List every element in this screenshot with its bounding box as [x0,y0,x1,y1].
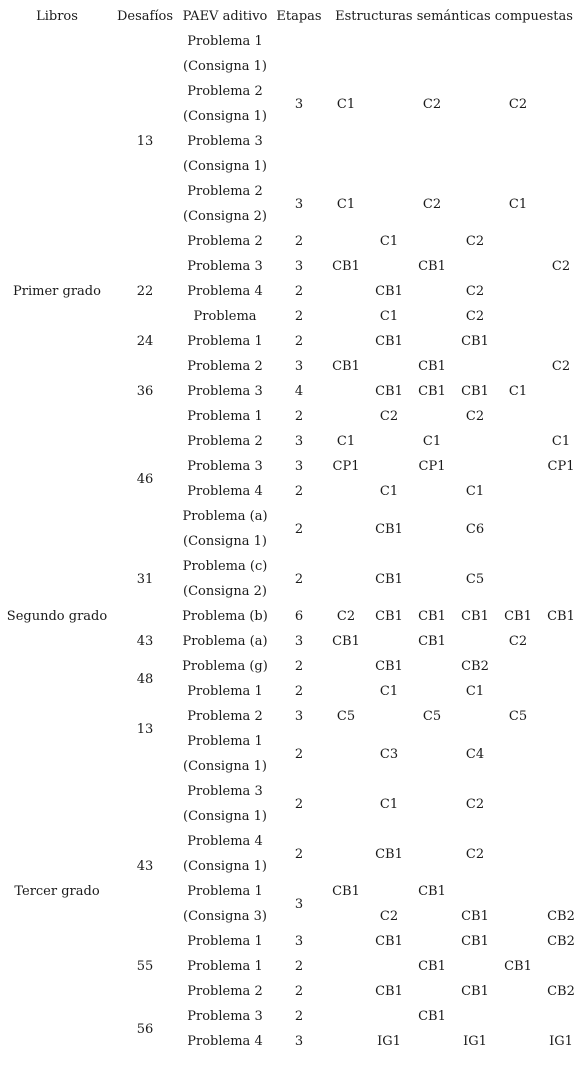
desafio-number: 43 [136,634,154,649]
paev-cell: Problema 1 [187,734,263,749]
etapas-value: 2 [294,334,304,349]
paev-cell: Problema 2 [187,359,263,374]
desafio-number: 13 [136,134,154,149]
etapas-value: 2 [294,234,304,249]
structure-code: C5 [508,709,528,724]
paev-cell: Problema 1 [187,334,263,349]
structure-code: CB1 [375,334,403,349]
paev-cell: Problema (b) [182,609,268,624]
structure-code: C1 [508,384,528,399]
structure-code: C1 [508,196,528,212]
paev-cell: Problema (a) [182,509,268,524]
paev-cell: Problema 3 [187,784,263,799]
structure-code: C2 [379,909,399,924]
paev-cell: (Consigna 1) [183,159,267,174]
etapas-value: 2 [294,309,304,324]
structure-code: C1 [379,484,399,499]
structure-code: C2 [422,96,442,112]
structure-code: C2 [465,284,485,299]
paev-cell: Problema 2 [187,184,263,199]
paev-cell: Problema 2 [187,984,263,999]
etapas-value: 4 [294,384,304,399]
desafio-number: 31 [136,571,154,587]
structure-code: CB1 [418,1009,446,1024]
structure-code: C1 [465,684,485,699]
structure-code: CP1 [418,459,446,474]
grade-label: Segundo grado [6,609,108,624]
header-etapas: Etapas [276,9,322,24]
paev-cell: Problema 2 [187,84,263,99]
grade-label: Primer grado [13,284,101,299]
etapas-value: 2 [294,409,304,424]
paev-cell: (Consigna 2) [183,209,267,224]
structure-code: C1 [336,434,356,449]
structure-code: CB2 [547,984,575,999]
etapas-value: 3 [294,634,304,649]
etapas-value: 2 [294,1009,304,1024]
paev-cell: Problema 4 [187,834,263,849]
paev-cell: (Consigna 1) [183,109,267,124]
structure-code: CB1 [461,384,489,399]
paev-cell: (Consigna 1) [183,809,267,824]
etapas-value: 3 [294,259,304,274]
etapas-value: 3 [294,459,304,474]
structure-code: CB1 [375,384,403,399]
structure-code: C1 [379,234,399,249]
paev-cell: Problema 3 [187,259,263,274]
structure-code: C2 [465,409,485,424]
paev-cell: Problema 1 [187,409,263,424]
structure-code: CB1 [461,334,489,349]
etapas-value: 2 [294,796,304,812]
structure-code: C1 [379,796,399,812]
structure-code: CB1 [461,909,489,924]
etapas-value: 3 [294,896,304,912]
structure-code: C2 [508,96,528,112]
structure-code: CB1 [461,984,489,999]
structure-code: CB1 [461,609,489,624]
paev-cell: Problema 3 [187,384,263,399]
paev-cell: (Consigna 2) [183,584,267,599]
structure-code: CB1 [332,259,360,274]
paev-cell: Problema 2 [187,709,263,724]
structure-code: C5 [422,709,442,724]
structure-code: CB1 [504,959,532,974]
structure-code: C2 [465,796,485,812]
etapas-value: 2 [294,984,304,999]
structure-code: CB1 [375,846,403,862]
etapas-value: 6 [294,609,304,624]
structure-code: CB2 [461,659,489,674]
desafio-number: 43 [136,859,154,874]
paev-cell: Problema 1 [187,959,263,974]
structure-code: C1 [336,196,356,212]
structure-code: CB1 [332,634,360,649]
desafio-number: 56 [136,1021,154,1037]
paev-cell: Problema 4 [187,484,263,499]
structure-code: C3 [379,746,399,762]
header-libros: Libros [36,9,78,24]
structure-code: CB1 [547,609,575,624]
structure-code: CB1 [418,359,446,374]
structure-code: C1 [379,684,399,699]
etapas-value: 2 [294,521,304,537]
structure-code: CP1 [332,459,360,474]
structure-code: C2 [465,846,485,862]
etapas-value: 2 [294,746,304,762]
desafio-number: 46 [136,471,154,487]
structure-code: C2 [508,634,528,649]
desafio-number: 48 [136,671,154,687]
etapas-value: 2 [294,571,304,587]
structure-code: C1 [336,96,356,112]
desafio-number: 36 [136,384,154,399]
desafio-number: 24 [136,334,154,349]
paev-cell: Problema 1 [187,34,263,49]
structure-code: CB1 [375,571,403,587]
structure-code: CB1 [375,609,403,624]
structure-code: CB1 [375,284,403,299]
paev-cell: Problema 2 [187,234,263,249]
structure-code: CB2 [547,909,575,924]
structure-code: CB1 [418,384,446,399]
structure-code: C1 [551,434,571,449]
structure-code: C6 [465,521,485,537]
structure-code: CB1 [418,959,446,974]
paev-cell: (Consigna 1) [183,859,267,874]
paev-cell: Problema 2 [187,434,263,449]
structure-code: CB1 [504,609,532,624]
etapas-value: 2 [294,846,304,862]
structure-code: C4 [465,746,485,762]
etapas-value: 3 [294,934,304,949]
paev-cell: Problema 3 [187,459,263,474]
paev-cell: Problema 1 [187,934,263,949]
paev-cell: Problema 4 [187,1034,263,1049]
desafio-number: 22 [136,284,154,299]
paev-cell: Problema 1 [187,684,263,699]
paev-cell: Problema 1 [187,884,263,899]
grade-label: Tercer grado [14,884,100,899]
structure-code: C2 [336,609,356,624]
structure-code: CB1 [418,609,446,624]
structure-code: IG1 [377,1034,401,1049]
paev-cell: Problema 4 [187,284,263,299]
etapas-value: 2 [294,659,304,674]
desafio-number: 13 [136,721,154,737]
paev-cell: (Consigna 1) [183,59,267,74]
structure-code: IG1 [549,1034,573,1049]
structure-code: C2 [465,309,485,324]
paev-cell: Problema 3 [187,1009,263,1024]
etapas-value: 3 [294,359,304,374]
structure-code: CB1 [375,984,403,999]
etapas-value: 2 [294,284,304,299]
structure-code: CB1 [461,934,489,949]
structure-code: CB1 [418,884,446,899]
structure-code: IG1 [463,1034,487,1049]
etapas-value: 2 [294,684,304,699]
structure-code: CB1 [375,521,403,537]
paev-cell: (Consigna 1) [183,759,267,774]
etapas-value: 3 [294,1034,304,1049]
structure-code: CB1 [418,259,446,274]
structure-code: C5 [465,571,485,587]
structure-code: CB1 [418,634,446,649]
structure-code: CB1 [332,884,360,899]
paev-cell: (Consigna 1) [183,534,267,549]
header-paev: PAEV aditivo [182,9,268,24]
paev-cell: Problema (a) [182,634,268,649]
structure-code: C2 [379,409,399,424]
structure-code: C1 [465,484,485,499]
structure-code: C2 [465,234,485,249]
paev-cell: (Consigna 3) [183,909,267,924]
structure-code: C1 [422,434,442,449]
structure-code: C2 [422,196,442,212]
structure-code: C5 [336,709,356,724]
etapas-value: 3 [294,434,304,449]
structure-code: C1 [379,309,399,324]
etapas-value: 2 [294,484,304,499]
header-desafios: Desafíos [116,9,174,24]
paev-cell: Problema [193,309,257,324]
structure-code: CB1 [332,359,360,374]
header-estructuras: Estructuras semánticas compuestas [335,9,573,24]
etapas-value: 3 [294,709,304,724]
structure-code: CB1 [375,934,403,949]
paev-cell: Problema (g) [182,659,268,674]
structure-code: C2 [551,359,571,374]
desafio-number: 55 [136,959,154,974]
etapas-value: 2 [294,959,304,974]
structure-code: CB1 [375,659,403,674]
paev-cell: Problema (c) [182,559,268,574]
structure-code: CB2 [547,934,575,949]
paev-cell: Problema 3 [187,134,263,149]
etapas-value: 3 [294,96,304,112]
etapas-value: 3 [294,196,304,212]
structure-code: C2 [551,259,571,274]
structure-code: CP1 [547,459,575,474]
